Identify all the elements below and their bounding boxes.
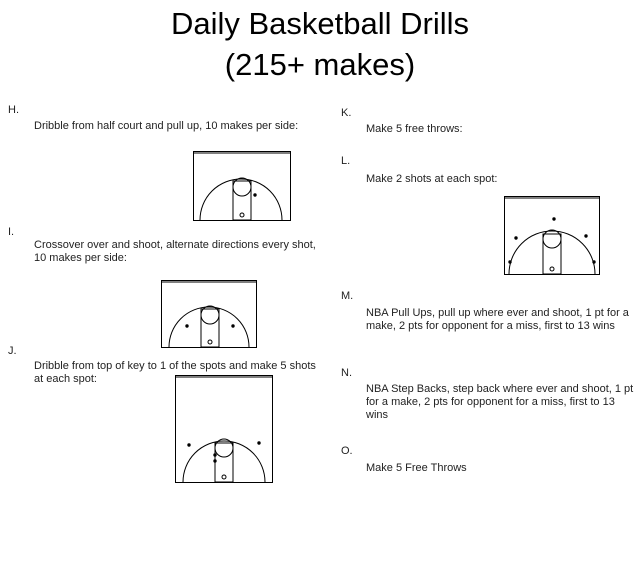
spot-marker	[253, 193, 256, 196]
page-title: Daily Basketball Drills	[170, 6, 470, 41]
drill-i-text: Crossover over and shoot, alternate directions every shot, 10 makes per side:	[34, 239, 316, 264]
drill-i-letter: I.	[8, 226, 15, 238]
drill-n-text: NBA Step Backs, step back where ever and shoot, 1 pt for a make, 2 pts for opponent for a miss, first to 13 wins	[366, 383, 634, 421]
spot-marker	[187, 443, 190, 446]
drill-n-letter: N.	[341, 367, 352, 379]
spot-marker	[592, 260, 595, 263]
spot-marker	[584, 234, 587, 237]
drill-o-text: Make 5 Free Throws	[366, 462, 467, 474]
drill-l-text: Make 2 shots at each spot:	[366, 173, 498, 185]
court-diagram-h	[193, 151, 291, 221]
court-diagram-i	[161, 280, 257, 348]
drill-o-letter: O.	[341, 445, 353, 457]
drill-h-letter: H.	[8, 104, 19, 116]
spot-marker	[231, 324, 234, 327]
page-subtitle: (215+ makes)	[224, 47, 416, 82]
spot-marker	[508, 260, 511, 263]
spot-marker	[552, 217, 555, 220]
spot-marker	[514, 236, 517, 239]
drill-m-letter: M.	[341, 290, 354, 302]
drill-k-text: Make 5 free throws:	[366, 123, 463, 135]
spot-marker	[257, 441, 260, 444]
court-diagram-l	[504, 196, 600, 275]
drill-j-letter: J.	[8, 345, 17, 357]
drill-l-letter: L.	[341, 155, 351, 167]
spot-marker	[213, 459, 216, 462]
drill-h-text: Dribble from half court and pull up, 10 makes per side:	[34, 120, 299, 132]
court-diagram-j	[175, 375, 273, 483]
drill-k-letter: K.	[341, 107, 352, 119]
spot-marker	[213, 453, 216, 456]
drill-j-text: Dribble from top of key to 1 of the spots and make 5 shots at each spot:	[34, 360, 316, 385]
spot-marker	[185, 324, 188, 327]
drill-m-text: NBA Pull Ups, pull up where ever and shoot, 1 pt for a make, 2 pts for opponent for a miss, first to 13 wins	[366, 307, 629, 332]
